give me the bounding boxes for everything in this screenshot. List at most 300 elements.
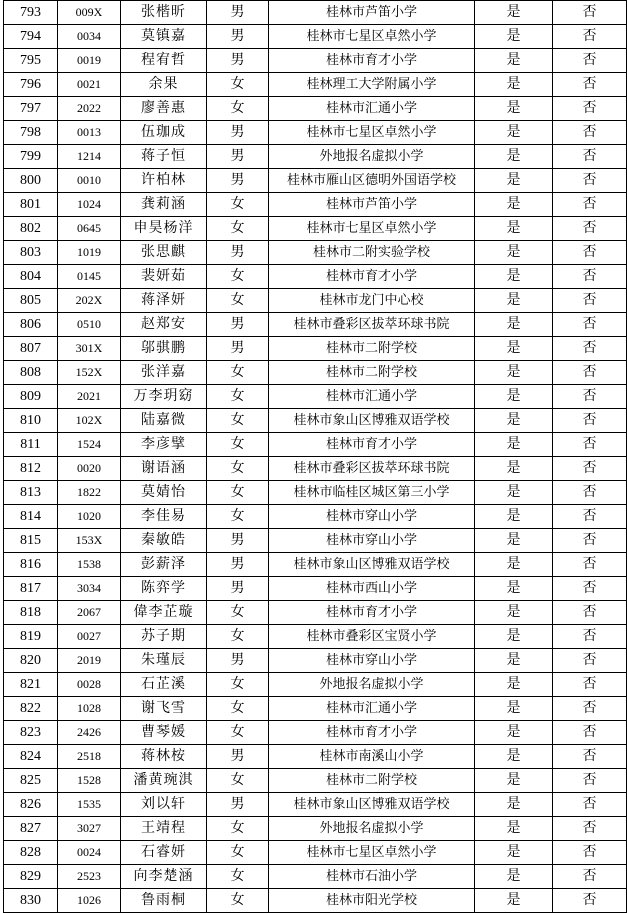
id-code-cell: 0019: [58, 49, 121, 73]
flag-no-cell: 否: [553, 1, 627, 25]
gender-cell: 女: [207, 889, 269, 913]
id-code-cell: 0027: [58, 625, 121, 649]
gender-cell: 男: [207, 169, 269, 193]
table-row: [4, 169, 627, 193]
row-number-cell: 794: [4, 25, 58, 49]
flag-no-cell: 否: [553, 313, 627, 337]
gender-cell: 男: [207, 337, 269, 361]
table-row: [4, 73, 627, 97]
student-name-cell: 向李楚涵: [121, 865, 207, 889]
flag-yes-cell: 是: [475, 793, 553, 817]
student-name-cell: 张楷昕: [121, 1, 207, 25]
table-row: [4, 409, 627, 433]
row-number-cell: 830: [4, 889, 58, 913]
gender-cell: 女: [207, 481, 269, 505]
gender-cell: 女: [207, 841, 269, 865]
gender-cell: 女: [207, 673, 269, 697]
flag-no-cell: 否: [553, 625, 627, 649]
student-name-cell: 蒋泽妍: [121, 289, 207, 313]
school-name-cell: 桂林市龙门中心校: [269, 289, 475, 313]
id-code-cell: 0028: [58, 673, 121, 697]
school-name-cell: 桂林理工大学附属小学: [269, 73, 475, 97]
school-name-cell: 桂林市汇通小学: [269, 385, 475, 409]
gender-cell: 男: [207, 793, 269, 817]
school-name-cell: 桂林市象山区博雅双语学校: [269, 793, 475, 817]
table-row: [4, 841, 627, 865]
flag-no-cell: 否: [553, 529, 627, 553]
school-name-cell: 外地报名虚拟小学: [269, 673, 475, 697]
id-code-cell: 2021: [58, 385, 121, 409]
id-code-cell: 1535: [58, 793, 121, 817]
gender-cell: 女: [207, 601, 269, 625]
id-code-cell: 0645: [58, 217, 121, 241]
row-number-cell: 821: [4, 673, 58, 697]
student-name-cell: 谢语涵: [121, 457, 207, 481]
id-code-cell: 0010: [58, 169, 121, 193]
row-number-cell: 795: [4, 49, 58, 73]
table-row: [4, 457, 627, 481]
table-row: [4, 817, 627, 841]
flag-yes-cell: 是: [475, 769, 553, 793]
row-number-cell: 812: [4, 457, 58, 481]
table-row: [4, 97, 627, 121]
row-number-cell: 829: [4, 865, 58, 889]
gender-cell: 女: [207, 457, 269, 481]
flag-no-cell: 否: [553, 409, 627, 433]
row-number-cell: 816: [4, 553, 58, 577]
student-name-cell: 裴妍茹: [121, 265, 207, 289]
table-row: [4, 313, 627, 337]
flag-no-cell: 否: [553, 265, 627, 289]
id-code-cell: 202X: [58, 289, 121, 313]
table-row: [4, 793, 627, 817]
student-name-cell: 苏子期: [121, 625, 207, 649]
row-number-cell: 813: [4, 481, 58, 505]
id-code-cell: 2067: [58, 601, 121, 625]
row-number-cell: 823: [4, 721, 58, 745]
table-row: [4, 769, 627, 793]
student-name-cell: 彭薪泽: [121, 553, 207, 577]
flag-no-cell: 否: [553, 841, 627, 865]
student-name-cell: 陆嘉微: [121, 409, 207, 433]
row-number-cell: 807: [4, 337, 58, 361]
table-row: [4, 1, 627, 25]
school-name-cell: 桂林市象山区博雅双语学校: [269, 409, 475, 433]
table-row: [4, 121, 627, 145]
flag-no-cell: 否: [553, 793, 627, 817]
student-name-cell: 张洋嘉: [121, 361, 207, 385]
flag-yes-cell: 是: [475, 385, 553, 409]
school-name-cell: 桂林市象山区博雅双语学校: [269, 553, 475, 577]
row-number-cell: 808: [4, 361, 58, 385]
row-number-cell: 806: [4, 313, 58, 337]
student-name-cell: 刘以轩: [121, 793, 207, 817]
gender-cell: 男: [207, 25, 269, 49]
flag-no-cell: 否: [553, 673, 627, 697]
flag-yes-cell: 是: [475, 361, 553, 385]
table-row: [4, 673, 627, 697]
student-name-cell: 莫镇嘉: [121, 25, 207, 49]
table-row: [4, 289, 627, 313]
table-row: [4, 577, 627, 601]
student-name-cell: 程宥哲: [121, 49, 207, 73]
school-name-cell: 桂林市二附学校: [269, 769, 475, 793]
row-number-cell: 802: [4, 217, 58, 241]
student-name-cell: 赵郑安: [121, 313, 207, 337]
id-code-cell: 3034: [58, 577, 121, 601]
flag-no-cell: 否: [553, 241, 627, 265]
id-code-cell: 2019: [58, 649, 121, 673]
school-name-cell: 桂林市育才小学: [269, 265, 475, 289]
id-code-cell: 0020: [58, 457, 121, 481]
school-name-cell: 桂林市汇通小学: [269, 97, 475, 121]
flag-no-cell: 否: [553, 433, 627, 457]
table-row: [4, 433, 627, 457]
student-name-cell: 莫婧怡: [121, 481, 207, 505]
school-name-cell: 桂林市育才小学: [269, 433, 475, 457]
row-number-cell: 810: [4, 409, 58, 433]
student-name-cell: 许柏林: [121, 169, 207, 193]
school-name-cell: 桂林市芦笛小学: [269, 193, 475, 217]
flag-yes-cell: 是: [475, 121, 553, 145]
row-number-cell: 825: [4, 769, 58, 793]
student-name-cell: 张思麒: [121, 241, 207, 265]
school-name-cell: 桂林市阳光学校: [269, 889, 475, 913]
flag-yes-cell: 是: [475, 169, 553, 193]
flag-yes-cell: 是: [475, 553, 553, 577]
student-name-cell: 石睿妍: [121, 841, 207, 865]
id-code-cell: 1024: [58, 193, 121, 217]
flag-yes-cell: 是: [475, 409, 553, 433]
gender-cell: 男: [207, 649, 269, 673]
school-name-cell: 桂林市穿山小学: [269, 529, 475, 553]
flag-yes-cell: 是: [475, 529, 553, 553]
row-number-cell: 800: [4, 169, 58, 193]
flag-no-cell: 否: [553, 73, 627, 97]
school-name-cell: 桂林市叠彩区拔萃环球书院: [269, 457, 475, 481]
flag-yes-cell: 是: [475, 49, 553, 73]
flag-yes-cell: 是: [475, 1, 553, 25]
flag-yes-cell: 是: [475, 481, 553, 505]
student-name-cell: 邬骐鹏: [121, 337, 207, 361]
gender-cell: 女: [207, 505, 269, 529]
student-name-cell: 廖善惠: [121, 97, 207, 121]
row-number-cell: 811: [4, 433, 58, 457]
id-code-cell: 1020: [58, 505, 121, 529]
school-name-cell: 外地报名虚拟小学: [269, 817, 475, 841]
gender-cell: 女: [207, 865, 269, 889]
flag-yes-cell: 是: [475, 73, 553, 97]
table-body: [4, 1, 627, 913]
flag-yes-cell: 是: [475, 817, 553, 841]
id-code-cell: 301X: [58, 337, 121, 361]
flag-yes-cell: 是: [475, 577, 553, 601]
gender-cell: 女: [207, 265, 269, 289]
flag-yes-cell: 是: [475, 673, 553, 697]
table-row: [4, 241, 627, 265]
row-number-cell: 828: [4, 841, 58, 865]
id-code-cell: 2426: [58, 721, 121, 745]
flag-yes-cell: 是: [475, 745, 553, 769]
row-number-cell: 801: [4, 193, 58, 217]
student-name-cell: 伍珈成: [121, 121, 207, 145]
gender-cell: 男: [207, 121, 269, 145]
flag-no-cell: 否: [553, 97, 627, 121]
flag-no-cell: 否: [553, 769, 627, 793]
gender-cell: 女: [207, 217, 269, 241]
flag-yes-cell: 是: [475, 841, 553, 865]
flag-no-cell: 否: [553, 385, 627, 409]
row-number-cell: 814: [4, 505, 58, 529]
flag-yes-cell: 是: [475, 721, 553, 745]
row-number-cell: 796: [4, 73, 58, 97]
gender-cell: 女: [207, 769, 269, 793]
id-code-cell: 1026: [58, 889, 121, 913]
school-name-cell: 桂林市二附学校: [269, 361, 475, 385]
gender-cell: 女: [207, 625, 269, 649]
flag-yes-cell: 是: [475, 241, 553, 265]
table-row: [4, 49, 627, 73]
flag-no-cell: 否: [553, 889, 627, 913]
table-row: [4, 385, 627, 409]
table-row: [4, 145, 627, 169]
table-row: [4, 217, 627, 241]
table-row: [4, 553, 627, 577]
school-name-cell: 桂林市西山小学: [269, 577, 475, 601]
flag-no-cell: 否: [553, 601, 627, 625]
gender-cell: 女: [207, 433, 269, 457]
student-name-cell: 秦敏皓: [121, 529, 207, 553]
id-code-cell: 0145: [58, 265, 121, 289]
school-name-cell: 桂林市叠彩区拔萃环球书院: [269, 313, 475, 337]
gender-cell: 女: [207, 73, 269, 97]
row-number-cell: 793: [4, 1, 58, 25]
flag-yes-cell: 是: [475, 601, 553, 625]
student-name-cell: 蒋林桉: [121, 745, 207, 769]
student-name-cell: 龚莉涵: [121, 193, 207, 217]
gender-cell: 女: [207, 193, 269, 217]
table-row: [4, 649, 627, 673]
flag-yes-cell: 是: [475, 193, 553, 217]
school-name-cell: 外地报名虚拟小学: [269, 145, 475, 169]
gender-cell: 男: [207, 577, 269, 601]
id-code-cell: 102X: [58, 409, 121, 433]
row-number-cell: 817: [4, 577, 58, 601]
flag-no-cell: 否: [553, 193, 627, 217]
gender-cell: 男: [207, 1, 269, 25]
school-name-cell: 桂林市穿山小学: [269, 505, 475, 529]
flag-yes-cell: 是: [475, 457, 553, 481]
table-row: [4, 625, 627, 649]
id-code-cell: 1524: [58, 433, 121, 457]
id-code-cell: 009X: [58, 1, 121, 25]
school-name-cell: 桂林市二附学校: [269, 337, 475, 361]
school-name-cell: 桂林市育才小学: [269, 721, 475, 745]
table-row: [4, 361, 627, 385]
flag-yes-cell: 是: [475, 505, 553, 529]
school-name-cell: 桂林市芦笛小学: [269, 1, 475, 25]
id-code-cell: 2523: [58, 865, 121, 889]
id-code-cell: 0013: [58, 121, 121, 145]
row-number-cell: 804: [4, 265, 58, 289]
flag-yes-cell: 是: [475, 25, 553, 49]
table-row: [4, 193, 627, 217]
school-name-cell: 桂林市七星区卓然小学: [269, 121, 475, 145]
row-number-cell: 826: [4, 793, 58, 817]
flag-no-cell: 否: [553, 337, 627, 361]
student-name-cell: 石芷溪: [121, 673, 207, 697]
id-code-cell: 153X: [58, 529, 121, 553]
student-name-cell: 李彦擘: [121, 433, 207, 457]
gender-cell: 女: [207, 289, 269, 313]
flag-no-cell: 否: [553, 49, 627, 73]
id-code-cell: 1538: [58, 553, 121, 577]
flag-yes-cell: 是: [475, 889, 553, 913]
row-number-cell: 824: [4, 745, 58, 769]
row-number-cell: 809: [4, 385, 58, 409]
id-code-cell: 2022: [58, 97, 121, 121]
student-name-cell: 李佳易: [121, 505, 207, 529]
gender-cell: 男: [207, 313, 269, 337]
id-code-cell: 0021: [58, 73, 121, 97]
flag-no-cell: 否: [553, 481, 627, 505]
gender-cell: 男: [207, 241, 269, 265]
flag-yes-cell: 是: [475, 625, 553, 649]
school-name-cell: 桂林市叠彩区宝贤小学: [269, 625, 475, 649]
flag-no-cell: 否: [553, 865, 627, 889]
gender-cell: 男: [207, 529, 269, 553]
school-name-cell: 桂林市雁山区德明外国语学校: [269, 169, 475, 193]
row-number-cell: 822: [4, 697, 58, 721]
table-row: [4, 337, 627, 361]
school-name-cell: 桂林市七星区卓然小学: [269, 25, 475, 49]
gender-cell: 男: [207, 49, 269, 73]
row-number-cell: 797: [4, 97, 58, 121]
row-number-cell: 805: [4, 289, 58, 313]
student-name-cell: 万李玥窈: [121, 385, 207, 409]
gender-cell: 女: [207, 721, 269, 745]
row-number-cell: 803: [4, 241, 58, 265]
gender-cell: 女: [207, 385, 269, 409]
school-name-cell: 桂林市七星区卓然小学: [269, 841, 475, 865]
flag-no-cell: 否: [553, 553, 627, 577]
student-name-cell: 潘黄琬淇: [121, 769, 207, 793]
id-code-cell: 1214: [58, 145, 121, 169]
table-row: [4, 529, 627, 553]
gender-cell: 男: [207, 145, 269, 169]
id-code-cell: 1019: [58, 241, 121, 265]
table-row: [4, 697, 627, 721]
flag-yes-cell: 是: [475, 433, 553, 457]
school-name-cell: 桂林市汇通小学: [269, 697, 475, 721]
id-code-cell: 0034: [58, 25, 121, 49]
row-number-cell: 819: [4, 625, 58, 649]
id-code-cell: 152X: [58, 361, 121, 385]
table-row: [4, 889, 627, 913]
student-list-table: [3, 0, 627, 913]
table-row: [4, 601, 627, 625]
row-number-cell: 815: [4, 529, 58, 553]
student-name-cell: 陈弈学: [121, 577, 207, 601]
flag-no-cell: 否: [553, 145, 627, 169]
school-name-cell: 桂林市育才小学: [269, 601, 475, 625]
gender-cell: 男: [207, 745, 269, 769]
id-code-cell: 3027: [58, 817, 121, 841]
student-name-cell: 谢飞雪: [121, 697, 207, 721]
flag-no-cell: 否: [553, 457, 627, 481]
row-number-cell: 799: [4, 145, 58, 169]
school-name-cell: 桂林市穿山小学: [269, 649, 475, 673]
gender-cell: 男: [207, 553, 269, 577]
table-row: [4, 505, 627, 529]
id-code-cell: 2518: [58, 745, 121, 769]
flag-yes-cell: 是: [475, 865, 553, 889]
flag-no-cell: 否: [553, 217, 627, 241]
student-name-cell: 蒋子恒: [121, 145, 207, 169]
flag-no-cell: 否: [553, 289, 627, 313]
gender-cell: 女: [207, 361, 269, 385]
school-name-cell: 桂林市南溪山小学: [269, 745, 475, 769]
table-row: [4, 745, 627, 769]
flag-no-cell: 否: [553, 169, 627, 193]
row-number-cell: 818: [4, 601, 58, 625]
student-name-cell: 偉李芷璇: [121, 601, 207, 625]
student-name-cell: 朱瑾辰: [121, 649, 207, 673]
table-row: [4, 721, 627, 745]
gender-cell: 女: [207, 97, 269, 121]
gender-cell: 女: [207, 697, 269, 721]
flag-no-cell: 否: [553, 745, 627, 769]
student-name-cell: 申昊杨洋: [121, 217, 207, 241]
flag-no-cell: 否: [553, 121, 627, 145]
student-name-cell: 余果: [121, 73, 207, 97]
gender-cell: 女: [207, 409, 269, 433]
flag-yes-cell: 是: [475, 145, 553, 169]
flag-no-cell: 否: [553, 649, 627, 673]
flag-no-cell: 否: [553, 697, 627, 721]
school-name-cell: 桂林市临桂区城区第三小学: [269, 481, 475, 505]
id-code-cell: 1528: [58, 769, 121, 793]
flag-yes-cell: 是: [475, 289, 553, 313]
id-code-cell: 1822: [58, 481, 121, 505]
flag-no-cell: 否: [553, 577, 627, 601]
student-name-cell: 曹琴媛: [121, 721, 207, 745]
flag-no-cell: 否: [553, 25, 627, 49]
flag-no-cell: 否: [553, 361, 627, 385]
table-row: [4, 25, 627, 49]
row-number-cell: 798: [4, 121, 58, 145]
table-row: [4, 865, 627, 889]
school-name-cell: 桂林市二附实验学校: [269, 241, 475, 265]
flag-yes-cell: 是: [475, 265, 553, 289]
flag-yes-cell: 是: [475, 649, 553, 673]
flag-yes-cell: 是: [475, 313, 553, 337]
id-code-cell: 1028: [58, 697, 121, 721]
flag-yes-cell: 是: [475, 697, 553, 721]
table-row: [4, 481, 627, 505]
student-name-cell: 王靖程: [121, 817, 207, 841]
flag-yes-cell: 是: [475, 97, 553, 121]
flag-no-cell: 否: [553, 817, 627, 841]
student-name-cell: 鲁雨桐: [121, 889, 207, 913]
flag-no-cell: 否: [553, 505, 627, 529]
row-number-cell: 827: [4, 817, 58, 841]
school-name-cell: 桂林市石油小学: [269, 865, 475, 889]
table-row: [4, 265, 627, 289]
school-name-cell: 桂林市七星区卓然小学: [269, 217, 475, 241]
flag-yes-cell: 是: [475, 217, 553, 241]
gender-cell: 女: [207, 817, 269, 841]
